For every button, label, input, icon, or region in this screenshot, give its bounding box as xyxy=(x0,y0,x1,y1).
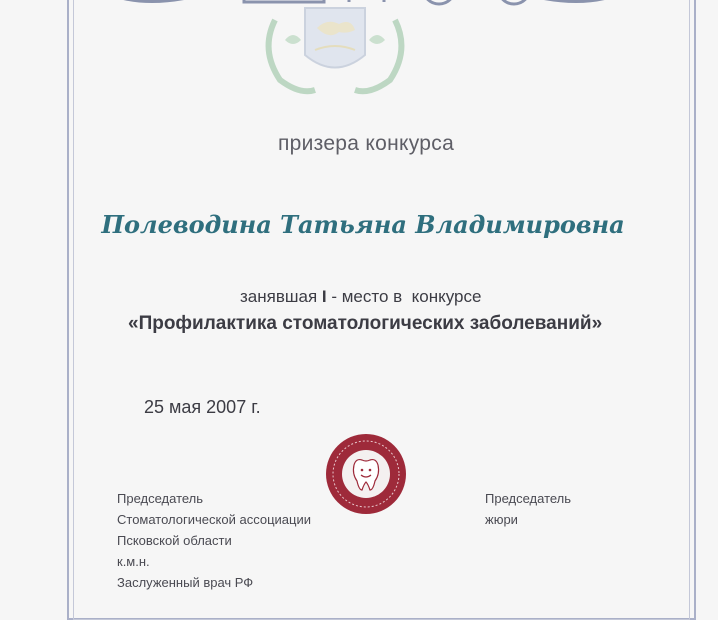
award-date: 25 мая 2007 г. xyxy=(144,397,261,417)
signature-block-left xyxy=(117,488,311,593)
signature-left-line: Заслуженный врач РФ xyxy=(117,575,254,590)
place-line xyxy=(240,287,481,307)
signature-right-line: Председатель xyxy=(485,491,572,506)
signature-left-line: Стоматологической ассоциации xyxy=(117,512,311,527)
place-prefix: занявшая xyxy=(240,287,322,306)
place-number: I xyxy=(321,287,327,306)
tooth-seal-icon xyxy=(324,432,408,516)
signature-left-line: Председатель xyxy=(117,491,204,506)
signature-right-line: жюри xyxy=(485,512,518,527)
coat-of-arms-emblem xyxy=(255,0,415,105)
recipient-name: Полеводина Татьяна Владимировна xyxy=(101,210,625,239)
signature-left-line: к.м.н. xyxy=(117,554,150,569)
dental-association-seal xyxy=(324,432,408,521)
place-suffix: - место в конкурсе xyxy=(326,287,482,306)
coat-of-arms-icon xyxy=(255,0,415,100)
signature-block-right xyxy=(485,488,571,530)
signature-left-line: Псковской области xyxy=(117,533,232,548)
contest-name: «Профилактика стоматологических заболеваний» xyxy=(128,313,603,334)
diploma-subtitle: призера конкурса xyxy=(277,132,455,155)
